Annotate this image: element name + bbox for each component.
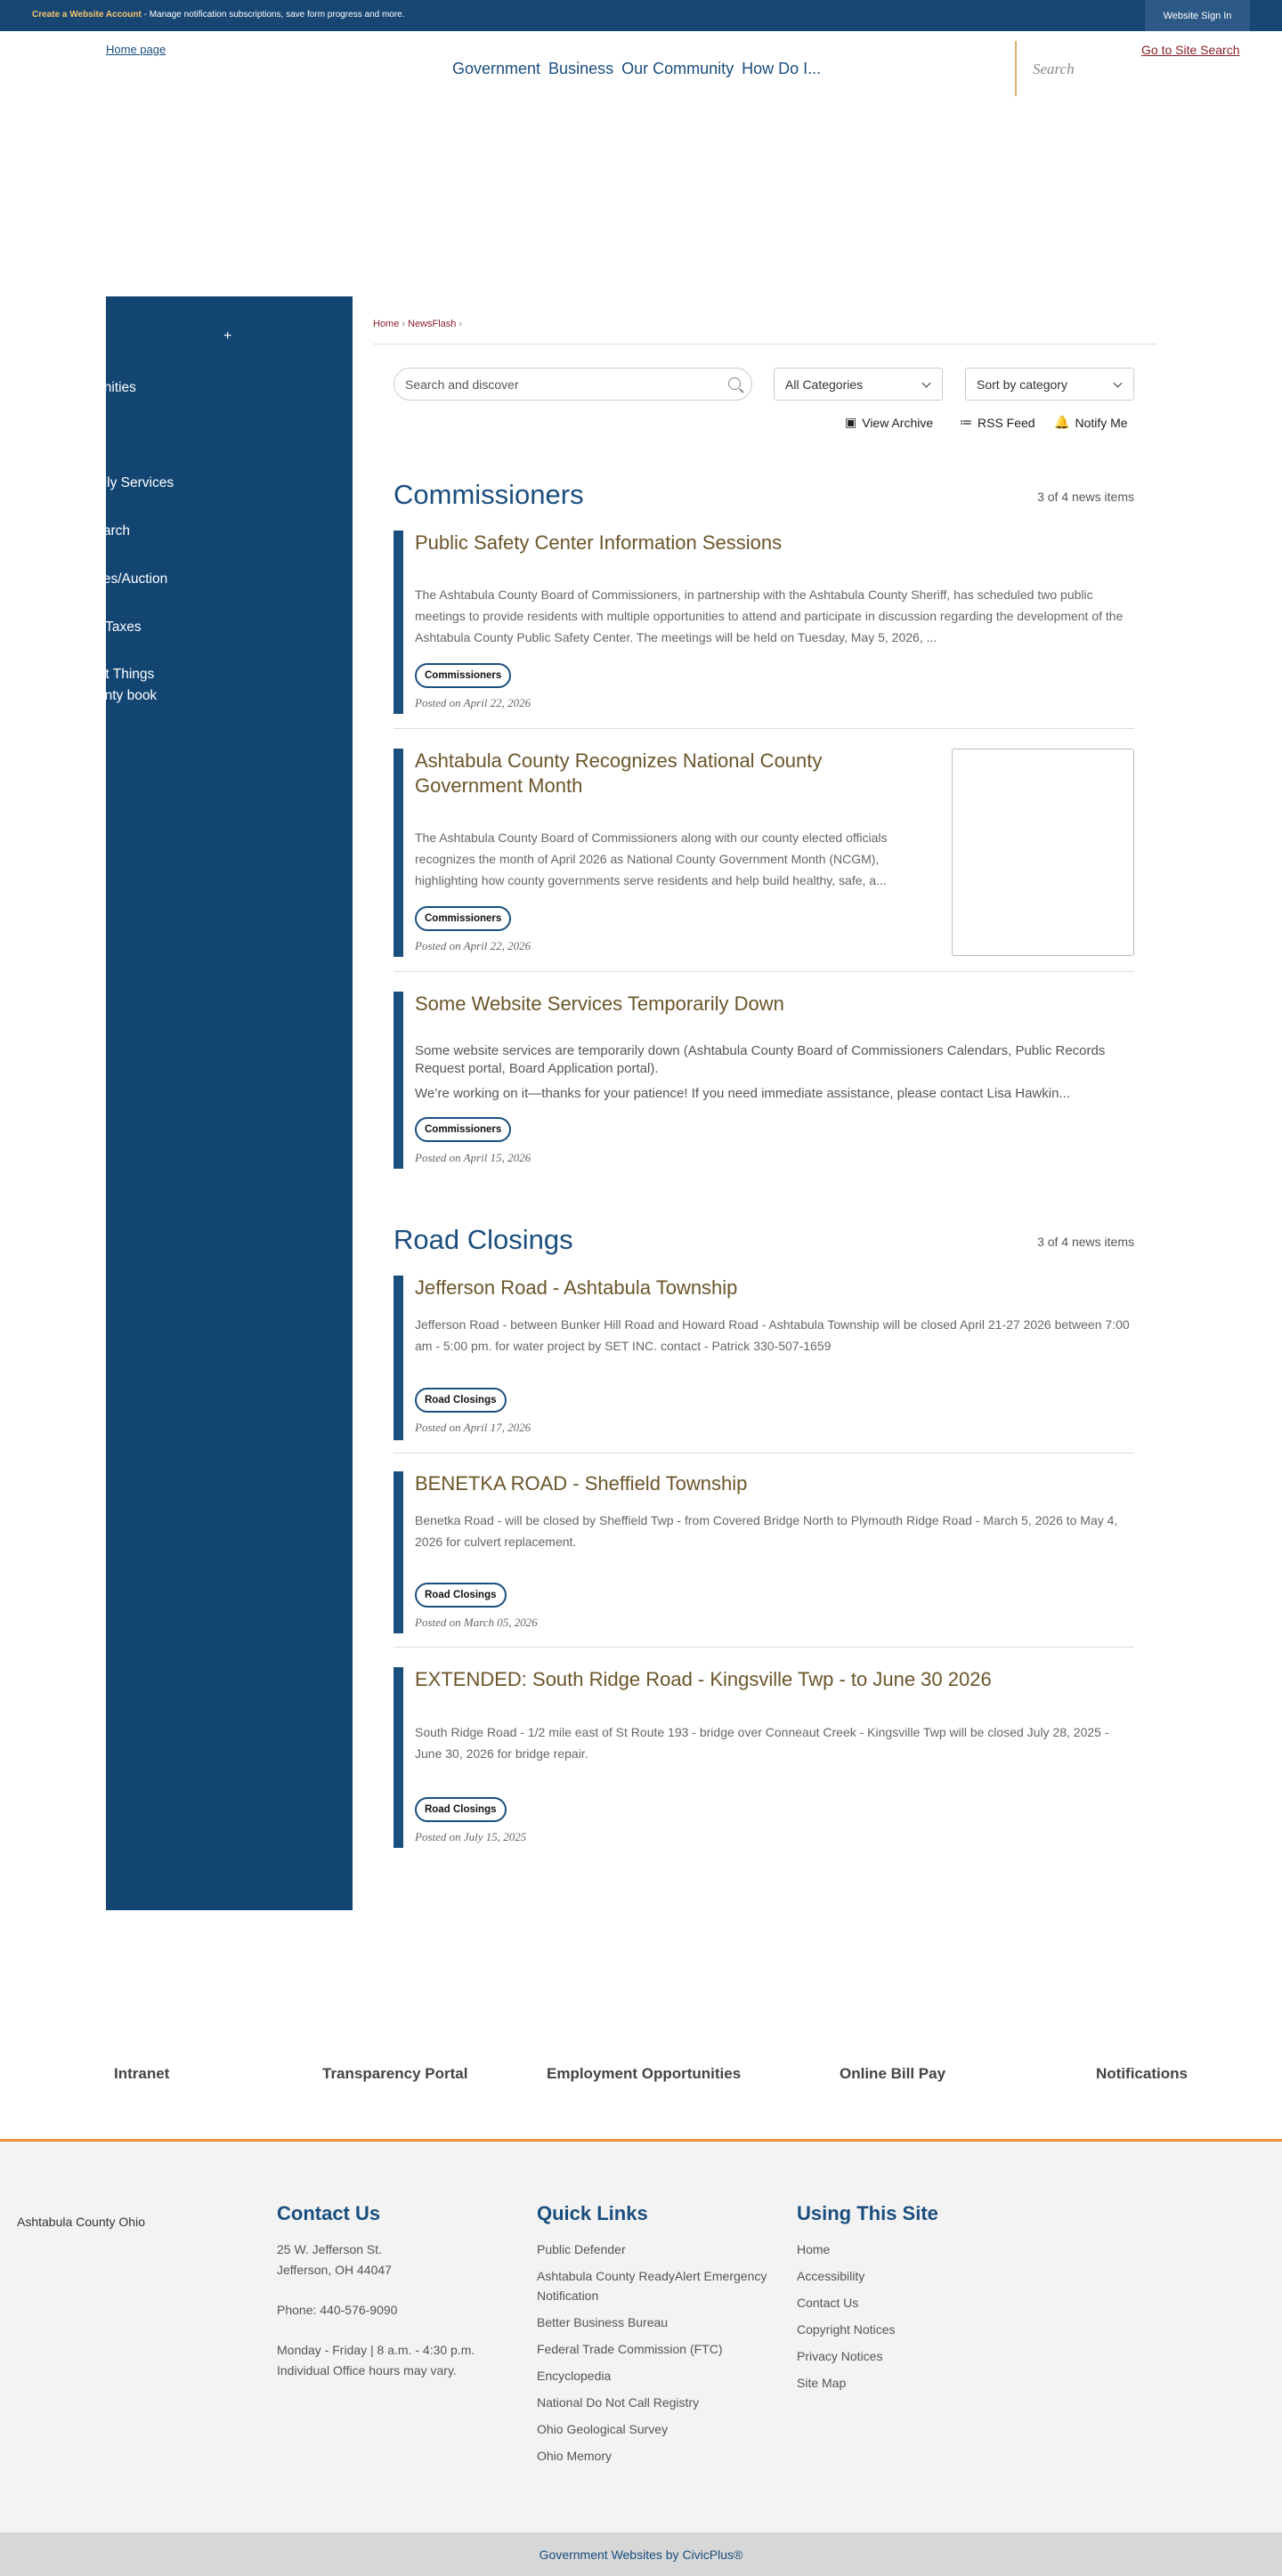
news-item bbox=[394, 531, 1134, 714]
sidebar-item-public-notices[interactable]: Public Notices/Auction bbox=[30, 571, 168, 587]
address-line: Jefferson, OH 44047 bbox=[277, 2263, 392, 2277]
news-item bbox=[394, 1667, 1134, 1848]
breadcrumb-sep: › bbox=[402, 319, 406, 329]
rss-label: RSS Feed bbox=[978, 415, 1035, 430]
notify-me-link[interactable] bbox=[1054, 415, 1128, 430]
footer-link[interactable]: Copyright Notices bbox=[797, 2322, 896, 2337]
sort-select[interactable] bbox=[965, 368, 1134, 401]
footer-link[interactable]: Site Map bbox=[797, 2376, 847, 2390]
main-nav bbox=[452, 60, 821, 78]
posted-date: Posted on July 15, 2025 bbox=[415, 1830, 527, 1843]
view-archive-link[interactable] bbox=[845, 415, 933, 430]
posted-date: Posted on March 05, 2026 bbox=[415, 1616, 538, 1629]
item-accent-bar bbox=[394, 1276, 403, 1440]
footer-link[interactable]: Ashtabula County ReadyAlert Emergency Notification bbox=[537, 2269, 767, 2303]
section-title-road-closings: Road Closings bbox=[394, 1224, 573, 1255]
site-search-button[interactable]: Go to Site Search bbox=[1141, 43, 1240, 57]
archive-icon: ▣ bbox=[845, 415, 857, 429]
footer-link[interactable]: Ohio Memory bbox=[537, 2449, 613, 2463]
news-title[interactable]: Public Safety Center Information Sessions bbox=[415, 531, 783, 554]
footer-site-title: Using This Site bbox=[797, 2202, 938, 2224]
sign-in-button[interactable]: Website Sign In bbox=[1145, 0, 1250, 31]
footer-contact bbox=[277, 2202, 475, 2381]
category-badge[interactable]: Commissioners bbox=[415, 906, 511, 931]
quick-link-transparency[interactable]: Transparency Portal bbox=[322, 2065, 468, 2082]
category-value: All Categories bbox=[785, 377, 864, 392]
item-accent-bar bbox=[394, 1471, 403, 1633]
news-title[interactable]: Ashtabula County Recognizes National County Government Month bbox=[415, 749, 823, 797]
news-title[interactable]: Some Website Services Temporarily Down bbox=[415, 992, 784, 1015]
search-placeholder: Search bbox=[1033, 61, 1075, 77]
news-description: Some website services are temporarily down (Ashtabula County Board of Commissioners Calendars, Public Records Request portal, Board Application portal). bbox=[415, 1043, 1106, 1076]
search-icon[interactable] bbox=[728, 377, 741, 390]
footer-using-site bbox=[797, 2202, 938, 2400]
item-accent-bar bbox=[394, 1667, 403, 1848]
news-description: Benetka Road - will be closed by Sheffield Twp - from Covered Bridge North to Plymouth Ridge Road - March 5, 2026 to May 4, 2026 for culvert replacement. bbox=[415, 1513, 1118, 1549]
bell-icon: 🔔 bbox=[1054, 415, 1070, 429]
home-logo[interactable]: Home page bbox=[106, 43, 166, 56]
footer-link[interactable]: Ohio Geological Survey bbox=[537, 2422, 669, 2436]
top-bar bbox=[0, 0, 1282, 31]
footer-contact-title: Contact Us bbox=[277, 2202, 381, 2224]
nav-how-do-i[interactable]: How Do I... bbox=[742, 60, 822, 77]
divider bbox=[394, 1647, 1134, 1648]
account-message bbox=[32, 10, 405, 20]
divider bbox=[394, 728, 1134, 729]
chevron-down-icon bbox=[1114, 379, 1123, 388]
category-select[interactable] bbox=[774, 368, 943, 401]
news-description: The Ashtabula County Board of Commissioners, in partnership with the Ashtabula County Sheriff, has scheduled two public meetings to provide residents with multiple opportunities to attend and participate in discussion regarding the development of the Ashtabula County Public Safety Center. The meetings will be held on Tuesday, May 5, 2026, ... bbox=[415, 587, 1124, 644]
news-item bbox=[394, 1276, 1134, 1440]
footer-link[interactable]: Federal Trade Commission (FTC) bbox=[537, 2342, 723, 2356]
nav-government[interactable]: Government bbox=[452, 60, 541, 77]
sidebar-item-gis[interactable]: GIS bbox=[30, 428, 54, 443]
site-search-input[interactable] bbox=[1015, 41, 1104, 96]
news-item bbox=[394, 1471, 1134, 1633]
section-count: 3 of 4 news items bbox=[1037, 1235, 1134, 1249]
news-description: The Ashtabula County Board of Commissioners along with our county elected officials recognizes the month of April 2026 as National County Government Month (NCGM), highlighting how county governments serve residents and help build healthy, safe, a... bbox=[415, 830, 888, 887]
footer-quick-links bbox=[537, 2202, 786, 2473]
breadcrumb-sep: › bbox=[458, 319, 463, 329]
breadcrumb-newsflash[interactable]: NewsFlash bbox=[408, 319, 457, 329]
news-search-input[interactable] bbox=[394, 368, 752, 401]
news-title[interactable]: Jefferson Road - Ashtabula Township bbox=[415, 1276, 738, 1299]
news-item bbox=[394, 992, 1134, 1169]
footer-link[interactable]: Encyclopedia bbox=[537, 2369, 612, 2383]
posted-date: Posted on April 22, 2026 bbox=[415, 696, 531, 709]
quick-link-intranet[interactable]: Intranet bbox=[114, 2065, 170, 2082]
news-title[interactable]: BENETKA ROAD - Sheffield Township bbox=[415, 1472, 748, 1495]
sidebar-item-county-book[interactable]: Where Great Things Happen county book bbox=[30, 667, 158, 703]
section-title-commissioners: Commissioners bbox=[394, 479, 584, 510]
chevron-down-icon bbox=[922, 379, 931, 388]
sidebar-item-real-estate-taxes[interactable]: Real Estate Taxes bbox=[30, 620, 142, 635]
item-accent-bar bbox=[394, 531, 403, 714]
posted-date: Posted on April 22, 2026 bbox=[415, 939, 531, 952]
item-accent-bar bbox=[394, 992, 403, 1169]
footer-link[interactable]: Better Business Bureau bbox=[537, 2315, 669, 2329]
category-badge[interactable]: Commissioners bbox=[415, 1117, 511, 1142]
footer bbox=[0, 2139, 1282, 2532]
section-count: 3 of 4 news items bbox=[1037, 490, 1134, 504]
quick-link-employment[interactable]: Employment Opportunities bbox=[547, 2065, 742, 2082]
create-account-desc: - Manage notification subscriptions, save form progress and more. bbox=[141, 10, 405, 20]
footer-link[interactable]: Home bbox=[797, 2242, 831, 2256]
sort-value: Sort by category bbox=[977, 377, 1067, 392]
office-hours: Monday - Friday | 8 a.m. - 4:30 p.m. bbox=[277, 2343, 475, 2357]
office-hours-note: Individual Office hours may vary. bbox=[277, 2363, 457, 2378]
divider bbox=[394, 971, 1134, 972]
category-badge[interactable]: Road Closings bbox=[415, 1583, 507, 1608]
breadcrumb bbox=[373, 319, 465, 329]
notify-label: Notify Me bbox=[1075, 415, 1128, 430]
category-badge[interactable]: Road Closings bbox=[415, 1797, 507, 1822]
rss-feed-link[interactable] bbox=[960, 415, 1035, 430]
nav-our-community[interactable]: Our Community bbox=[621, 60, 734, 77]
footer-link[interactable]: National Do Not Call Registry bbox=[537, 2395, 700, 2410]
divider bbox=[394, 1453, 1134, 1454]
create-account-link[interactable]: Create a Website Account bbox=[32, 10, 142, 20]
civicplus-credit[interactable]: Government Websites by CivicPlus® bbox=[0, 2532, 1282, 2576]
sidebar-item-bid-opportunities[interactable]: Bid Opportunities bbox=[30, 380, 136, 395]
address-line: 25 W. Jefferson St. bbox=[277, 2242, 383, 2256]
footer-logo[interactable]: Ashtabula County Ohio bbox=[17, 2215, 145, 2229]
posted-date: Posted on April 17, 2026 bbox=[415, 1421, 531, 1434]
news-description: Jefferson Road - between Bunker Hill Road and Howard Road - Ashtabula Township will be closed April 21-27 2026 between 7:00 am - 5:00 pm. for water project by SET INC. contact - Patrick 330-507-1659 bbox=[415, 1317, 1130, 1353]
sidebar-item-jobs[interactable]: Jobs & Family Services bbox=[30, 475, 174, 490]
nav-business[interactable]: Business bbox=[548, 60, 614, 77]
view-archive-label: View Archive bbox=[862, 415, 934, 430]
news-description-more: We’re working on it—thanks for your patience! If you need immediate assistance, please contact Lisa Hawkin... bbox=[415, 1086, 1070, 1101]
news-description: South Ridge Road - 1/2 mile east of St Route 193 - bridge over Conneaut Creek - Kingsville Twp will be closed July 28, 2025 - June 30, 2026 for bridge repair. bbox=[415, 1725, 1109, 1761]
footer-link[interactable]: Accessibility bbox=[797, 2269, 865, 2283]
footer-link[interactable]: Contact Us bbox=[797, 2296, 859, 2310]
phone-number[interactable]: Phone: 440-576-9090 bbox=[277, 2303, 398, 2317]
news-item bbox=[394, 749, 1134, 957]
sidebar-item-intranet[interactable]: Intranet bbox=[30, 333, 77, 348]
expand-plus-icon[interactable]: + bbox=[223, 328, 232, 344]
category-badge[interactable]: Commissioners bbox=[415, 663, 511, 688]
quick-link-notifications[interactable]: Notifications bbox=[1096, 2065, 1188, 2082]
footer-link[interactable]: Privacy Notices bbox=[797, 2349, 883, 2363]
sidebar-item-property-search[interactable]: Property Search bbox=[30, 523, 130, 539]
posted-date: Posted on April 15, 2026 bbox=[415, 1151, 531, 1164]
breadcrumb-home[interactable]: Home bbox=[373, 319, 400, 329]
rss-icon: ≔ bbox=[960, 415, 972, 429]
news-search-placeholder: Search and discover bbox=[405, 377, 519, 392]
news-thumbnail[interactable] bbox=[952, 749, 1134, 956]
footer-quick-title: Quick Links bbox=[537, 2202, 648, 2224]
footer-link[interactable]: Public Defender bbox=[537, 2242, 626, 2256]
category-badge[interactable]: Road Closings bbox=[415, 1388, 507, 1413]
news-title[interactable]: EXTENDED: South Ridge Road - Kingsville Twp - to June 30 2026 bbox=[415, 1668, 992, 1690]
item-accent-bar bbox=[394, 749, 403, 957]
quick-link-bill-pay[interactable]: Online Bill Pay bbox=[840, 2065, 946, 2082]
